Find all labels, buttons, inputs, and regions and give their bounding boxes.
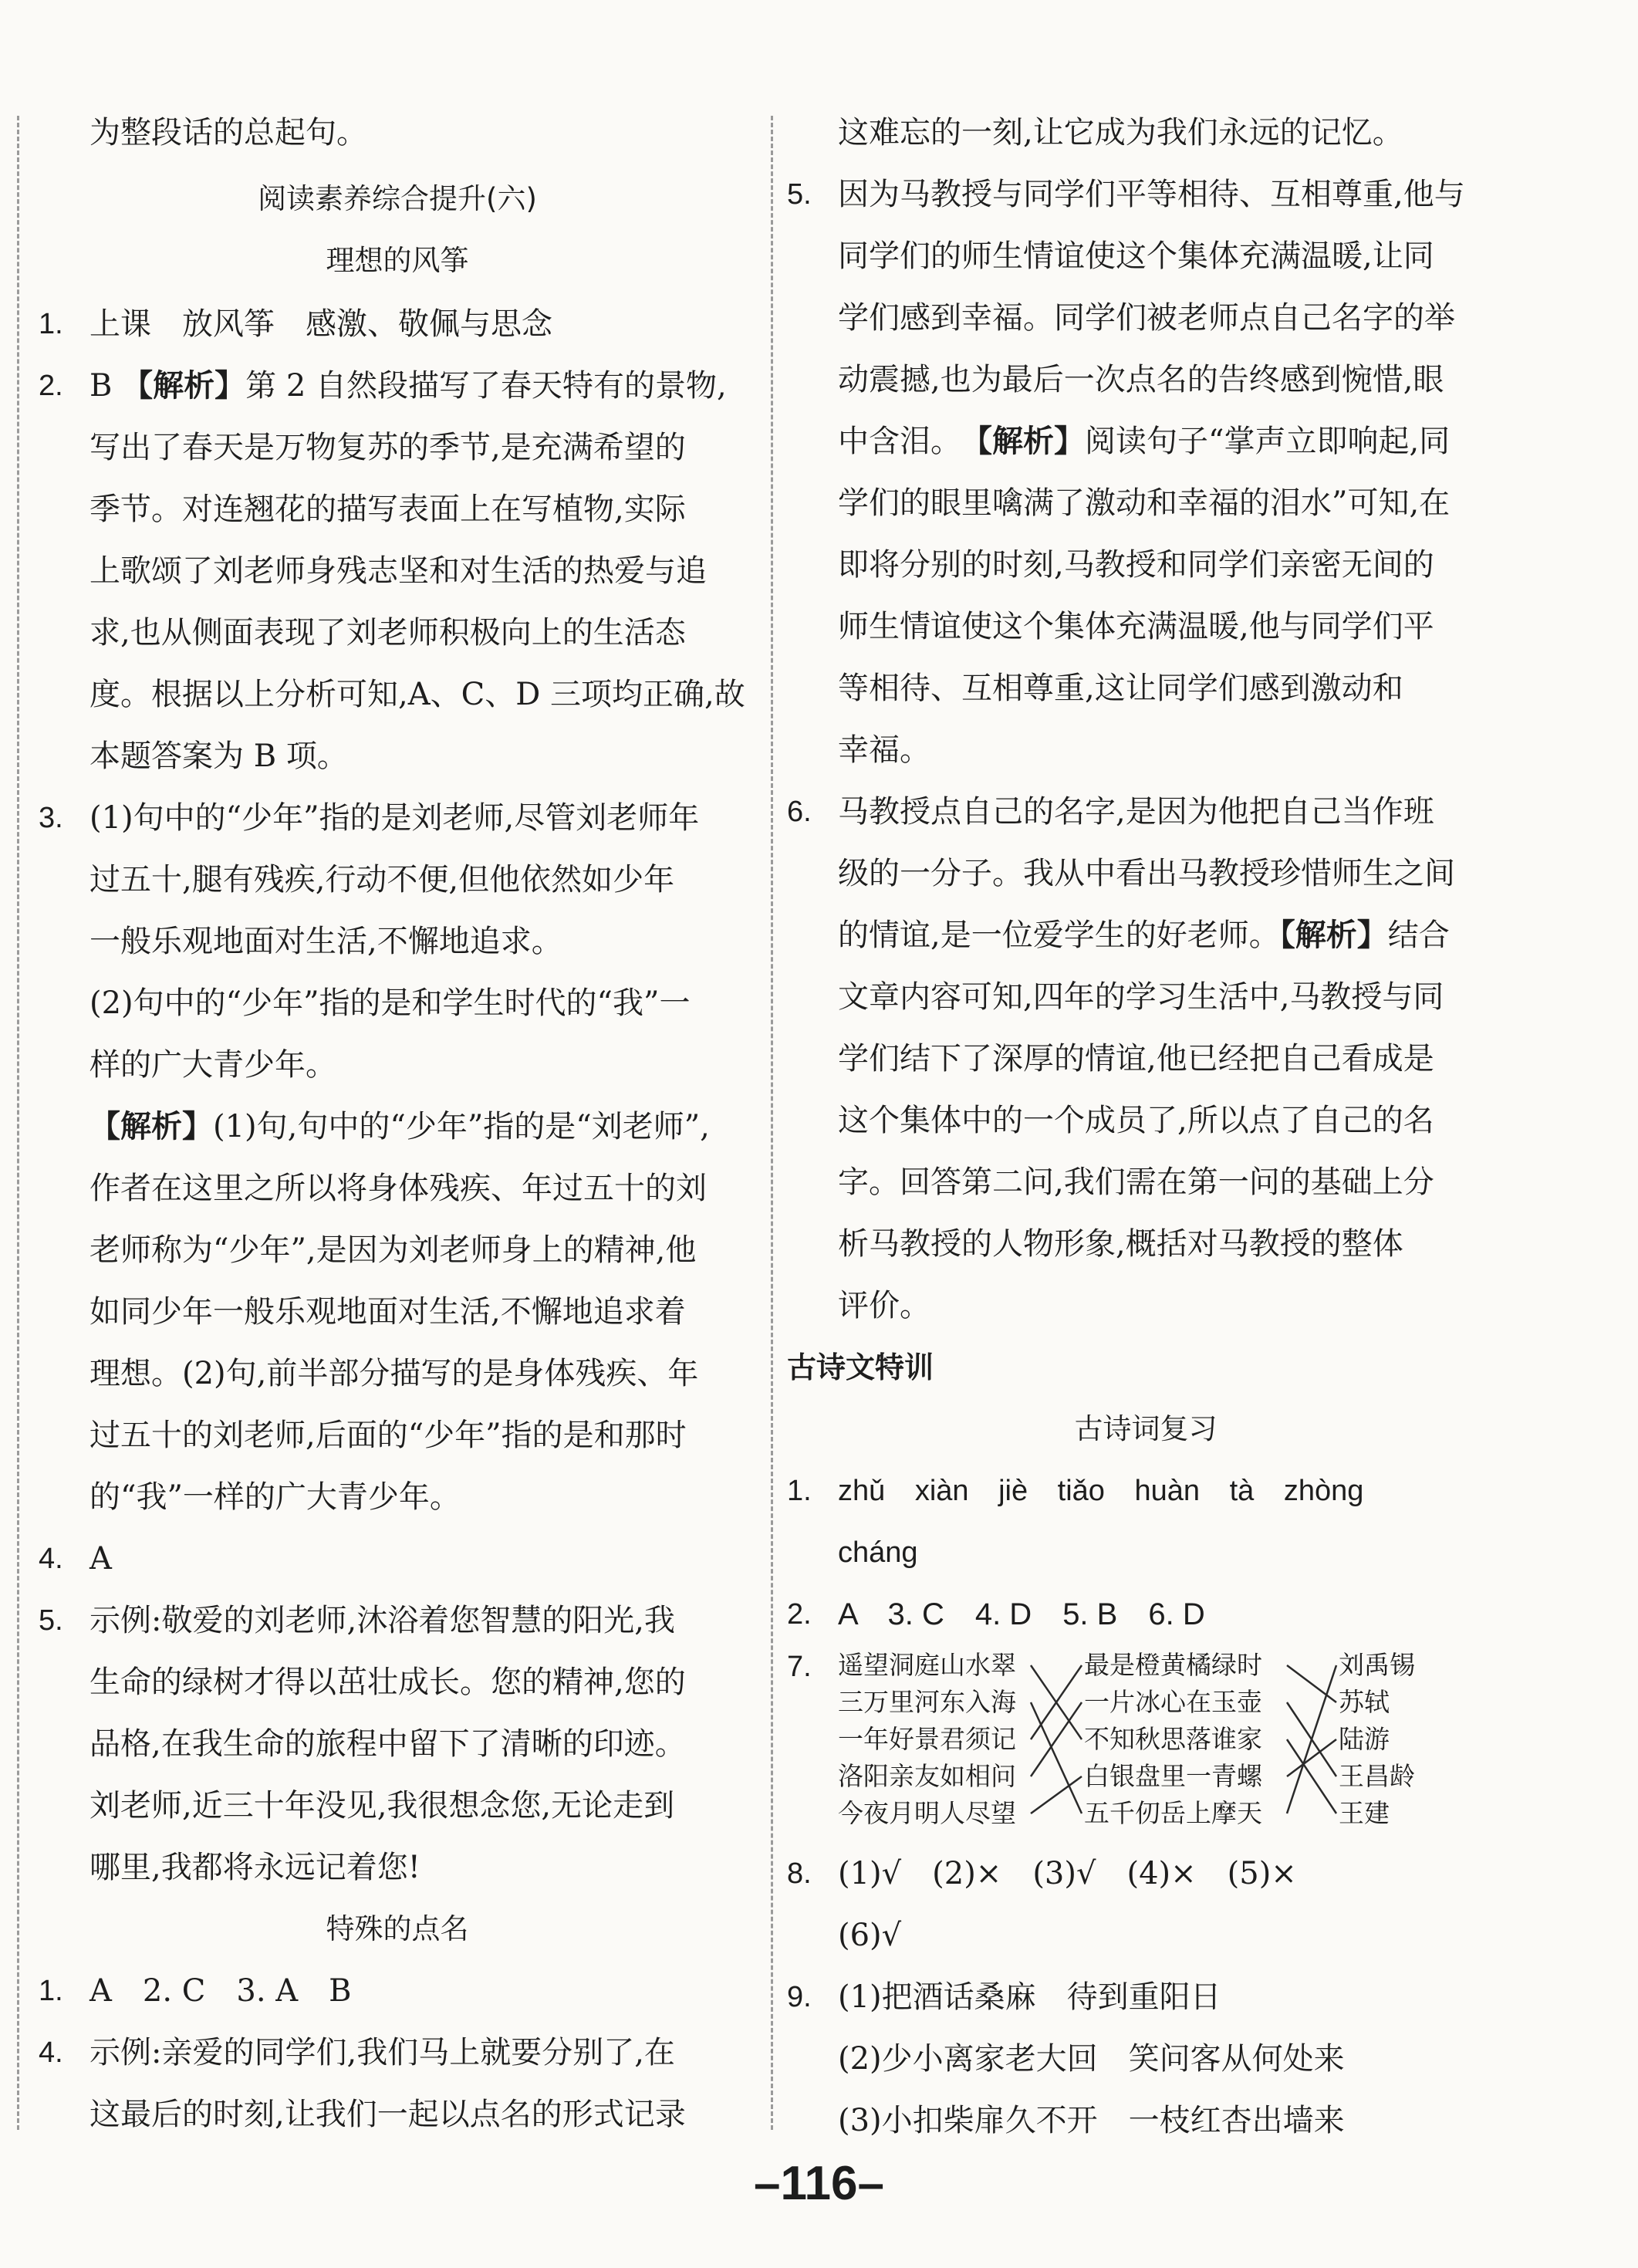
analysis-tag: 【解析】: [89, 1109, 213, 1144]
text-line: 写出了春天是万物复苏的季节,是充满希望的: [89, 430, 686, 465]
analysis-text: 第 2 自然段描写了春天特有的景物,: [245, 368, 727, 404]
text-line: 作者在这里之所以将身体残疾、年过五十的刘: [89, 1171, 707, 1206]
text-line: 学们的眼里噙满了激动和幸福的泪水”可知,在: [838, 485, 1451, 521]
text-line: 老师称为“少年”,是因为刘老师身上的精神,他: [89, 1232, 697, 1268]
match-item: 遥望洞庭山水翠: [838, 1650, 1016, 1680]
answer-text: [89, 366, 727, 406]
pinyin-answer: cháng: [838, 1536, 918, 1569]
text-line: 这个集体中的一个成员了,所以点了自己的名: [838, 1103, 1434, 1138]
match-lines: [787, 1647, 1505, 1840]
question-number: 1.: [787, 1475, 812, 1507]
answer-text: (2)少小离家老大回 笑问客从何处来: [838, 2041, 1345, 2077]
text-line: 示例:敬爱的刘老师,沐浴着您智慧的阳光,我: [89, 1603, 675, 1638]
text-line: 刘老师,近三十年没见,我很想念您,无论走到: [89, 1788, 675, 1824]
answer-choice: B: [89, 368, 113, 404]
pinyin-answer: zhǔ xiàn jiè tiǎo huàn tà zhòng: [838, 1475, 1364, 1507]
match-line: [1031, 1702, 1082, 1776]
text-line: 学们感到幸福。同学们被老师点自己名字的举: [838, 300, 1455, 336]
text-line: 级的一分子。我从中看出马教授珍惜师生之间: [838, 856, 1455, 891]
text-line: 同学们的师生情谊使这个集体充满温暖,让同: [838, 238, 1434, 274]
text-line: 过五十,腿有残疾,行动不便,但他依然如少年: [89, 862, 675, 897]
text-line: 字。回答第二问,我们需在第一问的基础上分: [838, 1164, 1434, 1200]
match-item: 一年好景君须记: [838, 1724, 1016, 1754]
section-heading: 古诗文特训: [787, 1350, 934, 1384]
text-line: 哪里,我都将永远记着您!: [89, 1850, 420, 1885]
page-number: –116–: [754, 2157, 884, 2210]
question-number: 6.: [787, 796, 812, 828]
answer-text: (1)√ (2)× (3)√ (4)× (5)×: [838, 1856, 1297, 1891]
question-number: 2.: [39, 370, 63, 402]
text-line: 示例:亲爱的同学们,我们马上就要分别了,在: [89, 2035, 675, 2070]
text-line: 幸福。: [838, 732, 930, 768]
text-line: 的“我”一样的广大青少年。: [89, 1479, 461, 1515]
answer-text: 中含泪。: [838, 424, 946, 459]
answer-text: A 2. C 3. A B: [89, 1973, 352, 2009]
section-title: 阅读素养综合提升(六): [258, 182, 537, 215]
text-line: [838, 915, 1450, 955]
text-line: 季节。对连翘花的描写表面上在写植物,实际: [89, 492, 686, 527]
analysis-text: (1)句,句中的“少年”指的是“刘老师”,: [213, 1109, 710, 1144]
question-number: 1.: [39, 1975, 63, 2007]
text-line: 样的广大青少年。: [89, 1047, 336, 1083]
text-line: 过五十的刘老师,后面的“少年”指的是和那时: [89, 1418, 687, 1453]
match-item: 王建: [1339, 1798, 1390, 1828]
text-line: 为整段话的总起句。: [89, 115, 367, 150]
text-line: [838, 421, 1450, 461]
text-line: 度。根据以上分析可知,A、C、D 三项均正确,故: [89, 677, 745, 712]
article-title: 特殊的点名: [326, 1912, 469, 1945]
text-line: 因为马教授与同学们平等相待、互相尊重,他与: [838, 177, 1465, 212]
question-number: 8.: [787, 1857, 812, 1890]
match-line: [1287, 1665, 1336, 1813]
match-item: 刘禹锡: [1339, 1650, 1415, 1680]
text-line: 上歌颂了刘老师身残志坚和对生活的热爱与追: [89, 553, 707, 589]
match-item: 洛阳亲友如相问: [838, 1761, 1016, 1791]
text-line: 即将分别的时刻,马教授和同学们亲密无间的: [838, 547, 1434, 583]
question-number: 5.: [39, 1604, 63, 1637]
answer-text: 上课 放风筝 感激、敬佩与思念: [89, 306, 552, 342]
text-line: 师生情谊使这个集体充满温暖,他与同学们平: [838, 609, 1434, 644]
question-number: 5.: [787, 178, 812, 211]
analysis-tag: 【解析】: [122, 368, 246, 404]
answer-text: A: [89, 1541, 112, 1577]
text-line: 等相待、互相尊重,这让同学们感到激动和: [838, 671, 1403, 706]
text-line: 生命的绿树才得以茁壮成长。您的精神,您的: [89, 1665, 686, 1700]
text-line: (2)句中的“少年”指的是和学生时代的“我”一: [89, 985, 691, 1021]
text-line: 这最后的时刻,让我们一起以点名的形式记录: [89, 2097, 686, 2132]
question-number: 3.: [39, 802, 63, 834]
analysis-tag: 【解析】: [977, 424, 1085, 459]
text-line: 如同少年一般乐观地面对生活,不懈地追求着: [89, 1294, 686, 1330]
match-item: 不知秋思落谁家: [1084, 1724, 1262, 1754]
answer-text: 的情谊,是一位爱学生的好老师。: [838, 918, 1280, 953]
text-line: 马教授点自己的名字,是因为他把自己当作班: [838, 794, 1434, 830]
text-line: 学们结下了深厚的情谊,他已经把自己看成是: [838, 1041, 1434, 1077]
column-divider: [771, 116, 773, 2130]
match-item: 三万里河东入海: [838, 1687, 1016, 1717]
match-line: [1287, 1739, 1336, 1813]
analysis-tag: 【解析】: [1279, 918, 1388, 953]
match-item: 五千仞岳上摩天: [1084, 1798, 1262, 1828]
text-line: 本题答案为 B 项。: [89, 739, 348, 774]
text-line: 动震撼,也为最后一次点名的告终感到惋惜,眼: [838, 362, 1444, 397]
match-item: 苏轼: [1339, 1687, 1390, 1717]
question-number: 1.: [39, 308, 63, 340]
match-line: [1031, 1702, 1082, 1813]
match-item: 最是橙黄橘绿时: [1084, 1650, 1262, 1680]
match-line: [1287, 1665, 1336, 1702]
question-number: 7.: [787, 1651, 812, 1683]
answer-text: (1)把酒话桑麻 待到重阳日: [838, 1979, 1221, 2015]
text-line: 一般乐观地面对生活,不懈地追求。: [89, 924, 562, 959]
answer-text: (6)√: [838, 1918, 902, 1953]
left-margin-rule: [17, 116, 19, 2130]
text-line: [89, 1107, 710, 1147]
text-line: 文章内容可知,四年的学习生活中,马教授与同: [838, 979, 1444, 1015]
match-item: 陆游: [1339, 1724, 1390, 1754]
match-item: 白银盘里一青螺: [1084, 1761, 1262, 1791]
article-title: 理想的风筝: [326, 244, 469, 277]
text-line: 品格,在我生命的旅程中留下了清晰的印迹。: [89, 1726, 686, 1762]
match-item: 今夜月明人尽望: [838, 1798, 1016, 1828]
answer-text: A 3. C 4. D 5. B 6. D: [838, 1597, 1205, 1631]
text-line: 评价。: [838, 1288, 930, 1323]
text-line: 这难忘的一刻,让它成为我们永远的记忆。: [838, 115, 1403, 150]
text-line: 求,也从侧面表现了刘老师积极向上的生活态: [89, 615, 686, 651]
question-number: 2.: [787, 1598, 812, 1631]
analysis-text: 结合: [1387, 918, 1450, 953]
match-item: 一片冰心在玉壶: [1084, 1687, 1262, 1717]
text-line: 析马教授的人物形象,概括对马教授的整体: [838, 1226, 1403, 1262]
question-number: 9.: [787, 1981, 812, 2013]
answer-text: (3)小扣柴扉久不开 一枝红杏出墙来: [838, 2103, 1345, 2138]
question-number: 4.: [39, 1543, 63, 1575]
text-line: 理想。(2)句,前半部分描写的是身体残疾、年: [89, 1356, 699, 1391]
article-title: 古诗词复习: [1074, 1412, 1218, 1445]
match-item: 王昌龄: [1339, 1761, 1415, 1791]
text-line: (1)句中的“少年”指的是刘老师,尽管刘老师年: [89, 800, 700, 836]
analysis-text: 阅读句子“掌声立即响起,同: [1085, 424, 1451, 459]
match-line: [1287, 1739, 1336, 1776]
question-number: 4.: [39, 2036, 63, 2069]
